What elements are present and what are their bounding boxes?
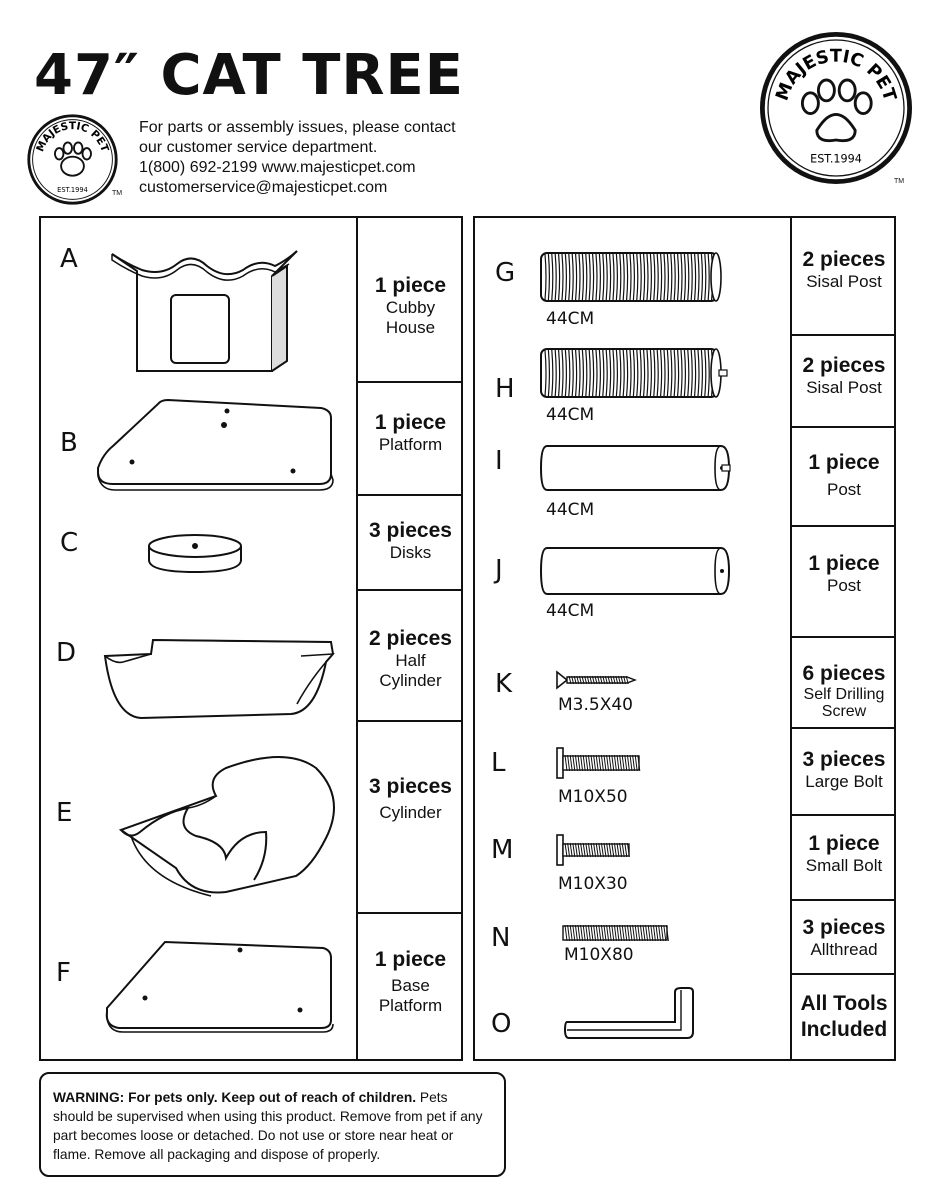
row-divider — [790, 525, 894, 527]
platform-illustration — [93, 396, 338, 496]
row-divider — [790, 727, 894, 729]
sisal-post-illustration — [539, 348, 735, 400]
post-illustration — [539, 444, 735, 494]
logo-est-large: EST.1994 — [810, 152, 862, 166]
row-divider — [790, 814, 894, 816]
trademark-large: TM — [894, 178, 905, 185]
part-dim-k: M3.5X40 — [558, 695, 633, 715]
part-letter-d: D — [56, 638, 77, 668]
part-count-j: 1 piece — [808, 552, 880, 575]
logo-est-small: EST.1994 — [57, 185, 88, 194]
allen-wrench-illustration — [563, 986, 703, 1046]
part-count-a: 1 piece — [374, 274, 447, 297]
row-divider — [790, 334, 894, 336]
trademark-small: TM — [112, 190, 123, 197]
disk-illustration — [145, 532, 245, 578]
part-letter-b: B — [60, 428, 78, 458]
part-name-g-1: Sisal Post — [806, 272, 882, 292]
tools-line-2: Included — [800, 1018, 888, 1041]
part-dim-g: 44CM — [546, 309, 595, 329]
part-letter-o: O — [491, 1009, 512, 1039]
part-label-m — [792, 832, 896, 876]
part-count-b: 1 piece — [374, 411, 447, 434]
part-label-k — [792, 662, 896, 720]
warning-box — [39, 1072, 506, 1177]
row-divider — [790, 899, 894, 901]
post-illustration — [539, 546, 735, 598]
part-name-d-1: Half — [395, 651, 426, 671]
part-label-d — [358, 627, 463, 690]
part-letter-h: H — [495, 374, 515, 404]
part-label-c — [358, 519, 463, 563]
contact-line-3: 1(800) 692-2199 www.majesticpet.com — [139, 159, 416, 176]
part-name-l-1: Large Bolt — [805, 772, 883, 792]
part-letter-n: N — [491, 923, 511, 953]
part-name-b-1: Platform — [378, 435, 443, 455]
part-dim-n: M10X80 — [564, 945, 634, 965]
part-name-i-1: Post — [826, 480, 862, 500]
logo-brand-large: MAJESTIC PET — [772, 46, 900, 104]
part-letter-k: K — [495, 669, 513, 699]
row-divider — [790, 636, 894, 638]
part-name-k-1: Self Drilling — [803, 686, 885, 704]
part-label-g — [792, 248, 896, 292]
row-divider — [356, 381, 461, 383]
part-letter-e: E — [56, 798, 73, 828]
part-name-c-1: Disks — [389, 543, 432, 563]
part-label-b — [358, 411, 463, 455]
warning-heading: WARNING: For pets only. Keep out of reach of children. — [53, 1090, 417, 1105]
part-count-c: 3 pieces — [369, 519, 452, 542]
part-letter-m: M — [491, 835, 514, 865]
part-name-f-1: Base — [391, 976, 430, 996]
part-letter-c: C — [60, 528, 79, 558]
contact-line-2: our customer service department. — [139, 139, 378, 156]
part-dim-m: M10X30 — [558, 874, 628, 894]
part-label-f — [358, 948, 463, 1015]
part-name-d-2: Cylinder — [379, 670, 442, 690]
part-label-o — [792, 991, 896, 1043]
part-name-h-1: Sisal Post — [806, 378, 882, 398]
large-bolt-illustration — [555, 746, 645, 780]
row-divider — [356, 589, 461, 591]
small-bolt-illustration — [555, 833, 635, 867]
large-logo — [756, 28, 916, 188]
row-divider — [790, 973, 894, 975]
part-count-i: 1 piece — [808, 451, 880, 474]
part-letter-f: F — [56, 958, 71, 988]
part-name-m-1: Small Bolt — [805, 856, 883, 876]
part-count-d: 2 pieces — [369, 627, 452, 650]
part-label-j — [792, 552, 896, 596]
parts-panel-right — [473, 216, 896, 1061]
screw-illustration — [555, 670, 645, 690]
part-count-f: 1 piece — [374, 948, 447, 971]
warning-text: Pets should be supervised when using this product. Remove from pet if any part becomes loose or detached. Do not use or store near heat or flame. Remove all packaging and dispose of properly. — [53, 1090, 483, 1162]
tools-line-1: All Tools — [800, 992, 888, 1015]
part-count-n: 3 pieces — [802, 916, 886, 939]
cubby-house-illustration — [107, 246, 337, 381]
part-name-j-1: Post — [826, 576, 862, 596]
row-divider — [356, 494, 461, 496]
part-dim-j: 44CM — [546, 601, 595, 621]
allthread-illustration — [561, 922, 671, 944]
small-logo — [25, 112, 123, 207]
contact-info — [139, 118, 456, 198]
parts-panel-left — [39, 216, 463, 1061]
part-label-a — [358, 274, 463, 337]
part-name-n-1: Allthread — [810, 940, 878, 960]
part-label-n — [792, 916, 896, 960]
cylinder-illustration — [116, 748, 346, 898]
row-divider — [356, 912, 461, 914]
page-title: 47″ CAT TREE — [34, 43, 465, 108]
part-label-e — [358, 775, 463, 823]
part-count-m: 1 piece — [808, 832, 880, 855]
part-dim-i: 44CM — [546, 500, 595, 520]
part-name-f-2: Platform — [378, 995, 443, 1015]
part-count-k: 6 pieces — [802, 662, 886, 685]
base-platform-illustration — [101, 936, 341, 1036]
part-count-h: 2 pieces — [802, 354, 886, 377]
part-count-g: 2 pieces — [802, 248, 886, 271]
half-cylinder-illustration — [101, 632, 341, 732]
paw-logo-icon — [25, 112, 123, 207]
part-letter-a: A — [60, 244, 78, 274]
part-name-k-2: Screw — [821, 703, 867, 721]
contact-line-1: For parts or assembly issues, please contact — [139, 119, 456, 136]
part-count-e: 3 pieces — [369, 775, 452, 798]
paw-logo-icon — [756, 28, 916, 188]
part-name-a-1: Cubby — [385, 298, 436, 318]
part-dim-h: 44CM — [546, 405, 595, 425]
part-name-e-1: Cylinder — [379, 803, 442, 823]
part-count-l: 3 pieces — [802, 748, 886, 771]
row-divider — [356, 720, 461, 722]
part-letter-j: J — [495, 555, 503, 585]
part-letter-i: I — [495, 446, 503, 476]
part-letter-l: L — [491, 748, 506, 778]
part-label-i — [792, 451, 896, 500]
part-label-l — [792, 748, 896, 792]
contact-line-4: customerservice@majesticpet.com — [139, 179, 388, 196]
sisal-post-illustration — [539, 252, 729, 304]
row-divider — [790, 426, 894, 428]
logo-brand-small: MAJESTIC PET — [34, 120, 111, 154]
part-label-h — [792, 354, 896, 398]
part-name-a-2: House — [385, 317, 436, 337]
part-letter-g: G — [495, 258, 516, 288]
part-dim-l: M10X50 — [558, 787, 628, 807]
